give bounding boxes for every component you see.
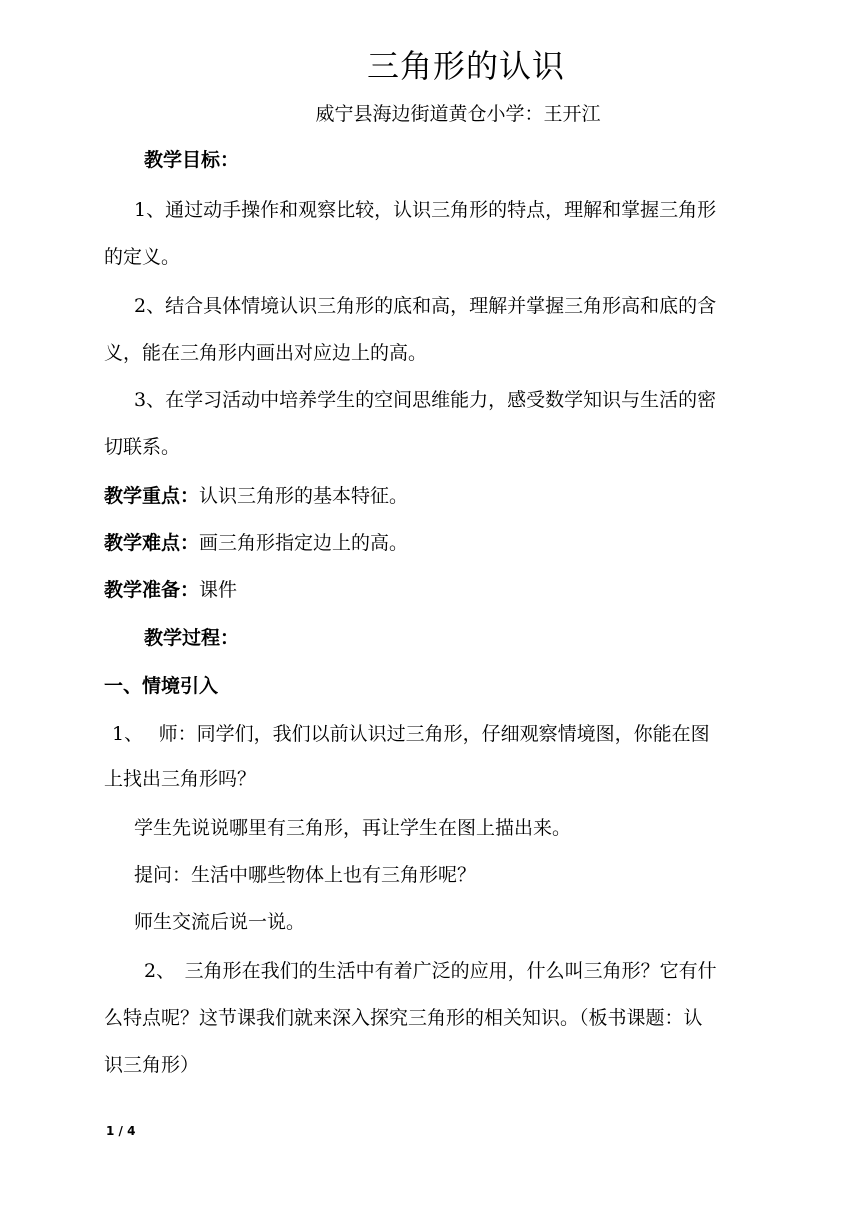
step-2-line-1: 2、 三角形在我们的生活中有着广泛的应用，什么叫三角形？它有什	[144, 960, 717, 982]
preparation-text: 课件	[199, 579, 238, 601]
objective-2-line-2: 义，能在三角形内画出对应边上的高。	[104, 342, 428, 364]
objective-1-line-1: 1、通过动手操作和观察比较，认识三角形的特点，理解和掌握三角形	[134, 199, 717, 221]
step-1-sub-2: 提问：生活中哪些物体上也有三角形呢？	[134, 864, 477, 886]
document-title: 三角形的认识	[366, 47, 565, 85]
step-2-line-2: 么特点呢？这节课我们就来深入探究三角形的相关知识。（板书课题：认	[104, 1007, 703, 1029]
step-1-line-1: 1、 师：同学们，我们以前认识过三角形，仔细观察情境图，你能在图	[112, 723, 710, 745]
objective-3-line-1: 3、在学习活动中培养学生的空间思维能力，感受数学知识与生活的密	[134, 389, 717, 411]
difficulty-row	[104, 529, 764, 557]
objective-3-line-2: 切联系。	[104, 436, 181, 458]
key-point-row	[104, 482, 764, 510]
key-point-label: 教学重点：	[104, 485, 200, 507]
difficulty-text: 画三角形指定边上的高。	[199, 532, 409, 554]
process-heading: 教学过程：	[144, 627, 240, 649]
document-author: 威宁县海边街道黄仓小学：王开江	[315, 103, 601, 125]
key-point-text: 认识三角形的基本特征。	[199, 485, 409, 507]
difficulty-label: 教学难点：	[104, 532, 200, 554]
step-2-line-3: 识三角形）	[104, 1054, 200, 1076]
objective-1-line-2: 的定义。	[104, 246, 181, 268]
preparation-row	[104, 576, 764, 604]
objective-2-line-1: 2、结合具体情境认识三角形的底和高，理解并掌握三角形高和底的含	[134, 295, 717, 317]
step-1-line-2: 上找出三角形吗？	[104, 768, 257, 790]
objectives-heading: 教学目标：	[144, 149, 240, 171]
section-1-heading: 一、情境引入	[104, 675, 219, 697]
page-number: 1 / 4	[106, 1124, 136, 1138]
preparation-label: 教学准备：	[104, 579, 200, 601]
step-1-sub-3: 师生交流后说一说。	[134, 911, 306, 933]
step-1-sub-1: 学生先说说哪里有三角形，再让学生在图上描出来。	[134, 817, 572, 839]
